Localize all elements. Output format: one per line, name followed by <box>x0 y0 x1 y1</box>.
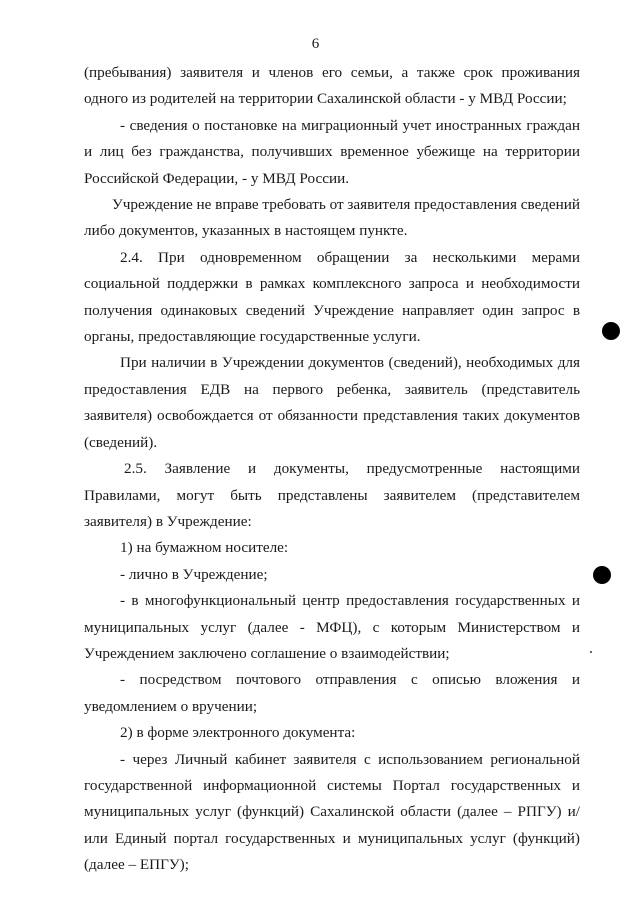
paragraph-clause-2-5: 2.5. Заявление и документы, предусмотренные настоящими Правилами, могут быть представлены заявителем (представителем заявителя) в Учреждение: <box>84 460 580 530</box>
paragraph-electronic-form: 2) в форме электронного документа: <box>120 724 356 742</box>
paragraph-personal-account: - через Личный кабинет заявителя с использованием региональной государственной информационной системы Портал государственных и муниципальных услуг (функций) Сахалинской области (далее – РПГУ) и/или Единый портал государственных и муниципальных услуг (функций) (далее – ЕПГУ); <box>84 750 580 874</box>
paragraph-existing-documents: При наличии в Учреждении документов (сведений), необходимых для предоставления ЕДВ на первого ребенка, заявитель (представитель заявителя) освобождается от обязанности представления таких документов (сведений). <box>84 354 580 451</box>
punch-hole-upper <box>602 322 620 340</box>
paragraph-postal: - посредством почтового отправления с описью вложения и уведомлением о вручении; <box>84 671 580 715</box>
paragraph-no-requirement: Учреждение не вправе требовать от заявителя предоставления сведений либо документов, указанных в настоящем пункте. <box>84 196 580 240</box>
paragraph-mfc: - в многофункциональный центр предоставления государственных и муниципальных услуг (далее - МФЦ), с которым Министерством и Учреждением заключено соглашение о взаимодействии; <box>84 592 580 662</box>
page-number: 6 <box>311 36 320 52</box>
scan-speck <box>590 651 592 653</box>
document-body <box>84 60 580 879</box>
paragraph-residence-period: (пребывания) заявителя и членов его семьи, а также срок проживания одного из родителей на территории Сахалинской области - у МВД России; <box>84 64 580 108</box>
paragraph-paper-form: 1) на бумажном носителе: <box>120 539 289 557</box>
paragraph-clause-2-4: 2.4. При одновременном обращении за несколькими мерами социальной поддержки в рамках комплексного запроса и необходимости получения одинаковых сведений Учреждение направляет один запрос в органы, предоставляющие государственные услуги. <box>84 248 580 346</box>
paragraph-migration-registration: - сведения о постановке на миграционный учет иностранных граждан и лиц без гражданства, получивших временное убежище на территории Российской Федерации, - у МВД России. <box>84 116 580 187</box>
punch-hole-lower <box>593 566 611 584</box>
paragraph-in-person: - лично в Учреждение; <box>120 565 268 583</box>
